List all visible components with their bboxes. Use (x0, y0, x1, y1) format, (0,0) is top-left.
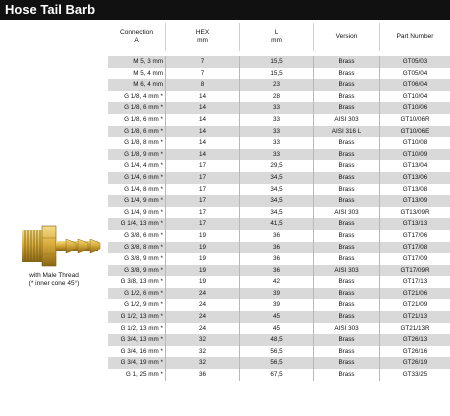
cell-l: 33 (239, 137, 313, 149)
cell-hex: 14 (165, 126, 239, 138)
table-row (108, 218, 450, 230)
cell-connection: G 1/4, 9 mm * (124, 197, 163, 205)
cell-part-number: GT17/09 (379, 253, 450, 265)
cell-l: 42 (239, 276, 313, 288)
cell-l: 33 (239, 114, 313, 126)
cell-hex: 24 (165, 288, 239, 300)
cell-version: AISI 303 (313, 323, 379, 335)
table-row (108, 299, 450, 311)
cell-hex: 17 (165, 207, 239, 219)
cell-connection: G 3/4, 16 mm * (120, 347, 163, 355)
cell-hex: 36 (165, 369, 239, 381)
cell-hex: 19 (165, 276, 239, 288)
cell-version: Brass (313, 253, 379, 265)
cell-connection: G 1/2, 13 mm * (120, 313, 163, 321)
cell-part-number: GT26/16 (379, 346, 450, 358)
table-row (108, 56, 450, 68)
cell-part-number: GT06/04 (379, 79, 450, 91)
table-row (108, 126, 450, 138)
cell-connection: G 3/4, 13 mm * (120, 336, 163, 344)
cell-hex: 19 (165, 253, 239, 265)
cell-connection: G 1, 25 mm * (125, 371, 163, 379)
table-row (108, 253, 450, 265)
table-row (108, 91, 450, 103)
cell-version: Brass (313, 299, 379, 311)
cell-part-number: GT10/06 (379, 102, 450, 114)
cell-connection: M 5, 4 mm (133, 69, 163, 77)
cell-connection: G 1/8, 9 mm * (124, 150, 163, 158)
cell-version: Brass (313, 56, 379, 68)
table-row (108, 242, 450, 254)
cell-version: Brass (313, 334, 379, 346)
cell-part-number: GT13/06 (379, 172, 450, 184)
table-row (108, 160, 450, 172)
cell-hex: 7 (165, 68, 239, 80)
caption-line-2: (* inner cone 45°) (28, 280, 80, 287)
cell-hex: 14 (165, 149, 239, 161)
cell-version: Brass (313, 149, 379, 161)
cell-hex: 8 (165, 79, 239, 91)
cell-l: 15,5 (239, 68, 313, 80)
cell-version: Brass (313, 346, 379, 358)
cell-l: 39 (239, 299, 313, 311)
cell-hex: 17 (165, 160, 239, 172)
cell-l: 15,5 (239, 56, 313, 68)
table-row (108, 114, 450, 126)
cell-l: 45 (239, 323, 313, 335)
cell-version: Brass (313, 311, 379, 323)
table-row (108, 79, 450, 91)
table-header (108, 23, 450, 51)
cell-l: 33 (239, 149, 313, 161)
table-row (108, 288, 450, 300)
cell-hex: 24 (165, 299, 239, 311)
cell-part-number: GT17/13 (379, 276, 450, 288)
caption-line-1: with Male Thread (29, 272, 79, 279)
cell-part-number: GT17/08 (379, 242, 450, 254)
cell-part-number: GT10/06E (379, 126, 450, 138)
table-row (108, 230, 450, 242)
cell-connection: G 1/4, 6 mm * (124, 173, 163, 181)
cell-hex: 32 (165, 346, 239, 358)
table-row (108, 184, 450, 196)
cell-l: 34,5 (239, 184, 313, 196)
cell-hex: 14 (165, 114, 239, 126)
cell-version: Brass (313, 184, 379, 196)
cell-version: AISI 303 (313, 207, 379, 219)
table-row (108, 369, 450, 381)
cell-version: AISI 303 (313, 114, 379, 126)
table-row (108, 334, 450, 346)
cell-l: 36 (239, 253, 313, 265)
header-connection: Connection A (120, 29, 153, 44)
cell-l: 56,5 (239, 346, 313, 358)
cell-hex: 32 (165, 357, 239, 369)
cell-hex: 17 (165, 172, 239, 184)
cell-part-number: GT26/19 (379, 357, 450, 369)
cell-connection: G 3/8, 9 mm * (124, 255, 163, 263)
cell-connection: M 6, 4 mm (133, 81, 163, 89)
cell-hex: 24 (165, 323, 239, 335)
cell-version: AISI 316 L (313, 126, 379, 138)
cell-part-number: GT10/09 (379, 149, 450, 161)
cell-connection: G 1/8, 6 mm * (124, 127, 163, 135)
table-row (108, 137, 450, 149)
cell-part-number: GT21/06 (379, 288, 450, 300)
table-row (108, 276, 450, 288)
cell-version: Brass (313, 242, 379, 254)
cell-connection: M 5, 3 mm (133, 58, 163, 65)
cell-hex: 17 (165, 184, 239, 196)
cell-hex: 19 (165, 242, 239, 254)
cell-connection: G 3/8, 13 mm * (120, 278, 163, 286)
cell-version: Brass (313, 218, 379, 230)
cell-hex: 19 (165, 230, 239, 242)
table-row (108, 346, 450, 358)
cell-version: Brass (313, 137, 379, 149)
cell-connection: G 3/8, 6 mm * (124, 231, 163, 239)
cell-connection: G 3/8, 9 mm * (124, 266, 163, 274)
cell-connection: G 1/8, 8 mm * (124, 139, 163, 147)
cell-part-number: GT21/09 (379, 299, 450, 311)
table-row (108, 102, 450, 114)
cell-hex: 17 (165, 195, 239, 207)
cell-connection: G 1/2, 6 mm * (124, 289, 163, 297)
table-row (108, 68, 450, 80)
header-version: Version (313, 23, 379, 51)
cell-version: Brass (313, 79, 379, 91)
cell-l: 33 (239, 126, 313, 138)
cell-part-number: GT21/13R (379, 323, 450, 335)
cell-version: Brass (313, 195, 379, 207)
cell-hex: 19 (165, 265, 239, 277)
table-row (108, 357, 450, 369)
cell-version: Brass (313, 288, 379, 300)
cell-connection: G 1/8, 6 mm * (124, 115, 163, 123)
cell-part-number: GT10/04 (379, 91, 450, 103)
cell-l: 33 (239, 102, 313, 114)
table-row (108, 172, 450, 184)
table-row (108, 311, 450, 323)
cell-version: Brass (313, 68, 379, 80)
cell-l: 34,5 (239, 195, 313, 207)
cell-l: 41,5 (239, 218, 313, 230)
cell-connection: G 1/8, 6 mm * (124, 104, 163, 112)
table-row (108, 195, 450, 207)
cell-connection: G 1/8, 4 mm * (124, 92, 163, 100)
cell-version: Brass (313, 230, 379, 242)
cell-part-number: GT33/25 (379, 369, 450, 381)
cell-connection: G 1/4, 8 mm * (124, 185, 163, 193)
cell-l: 36 (239, 242, 313, 254)
cell-l: 56,5 (239, 357, 313, 369)
cell-l: 29,5 (239, 160, 313, 172)
table-row (108, 323, 450, 335)
cell-connection: G 3/8, 8 mm * (124, 243, 163, 251)
cell-hex: 14 (165, 91, 239, 103)
cell-l: 48,5 (239, 334, 313, 346)
cell-l: 39 (239, 288, 313, 300)
hose-barb-fitting-image (18, 216, 102, 276)
cell-connection: G 1/4, 9 mm * (124, 208, 163, 216)
cell-connection: G 1/2, 13 mm * (120, 324, 163, 332)
cell-version: Brass (313, 172, 379, 184)
cell-l: 34,5 (239, 172, 313, 184)
cell-connection: G 1/4, 13 mm * (120, 220, 163, 228)
cell-hex: 7 (165, 56, 239, 68)
cell-part-number: GT17/09R (379, 265, 450, 277)
cell-part-number: GT13/04 (379, 160, 450, 172)
cell-hex: 17 (165, 218, 239, 230)
cell-l: 34,5 (239, 207, 313, 219)
cell-part-number: GT21/13 (379, 311, 450, 323)
cell-connection: G 1/2, 9 mm * (124, 301, 163, 309)
cell-connection: G 3/4, 19 mm * (120, 359, 163, 367)
cell-part-number: GT26/13 (379, 334, 450, 346)
cell-version: AISI 303 (313, 265, 379, 277)
header-l: L mm (239, 23, 313, 51)
cell-version: Brass (313, 160, 379, 172)
cell-version: Brass (313, 91, 379, 103)
cell-hex: 14 (165, 137, 239, 149)
cell-part-number: GT13/08 (379, 184, 450, 196)
cell-l: 36 (239, 265, 313, 277)
cell-hex: 24 (165, 311, 239, 323)
product-caption (0, 272, 108, 288)
cell-part-number: GT13/09 (379, 195, 450, 207)
cell-connection: G 1/4, 4 mm * (124, 162, 163, 170)
cell-l: 67,5 (239, 369, 313, 381)
cell-hex: 14 (165, 102, 239, 114)
product-panel (0, 50, 108, 416)
cell-hex: 32 (165, 334, 239, 346)
cell-l: 36 (239, 230, 313, 242)
cell-version: Brass (313, 369, 379, 381)
cell-l: 23 (239, 79, 313, 91)
table-row (108, 207, 450, 219)
cell-l: 45 (239, 311, 313, 323)
page-title: Hose Tail Barb (0, 0, 450, 20)
cell-part-number: GT17/06 (379, 230, 450, 242)
cell-part-number: GT05/03 (379, 56, 450, 68)
cell-part-number: GT05/04 (379, 68, 450, 80)
cell-version: Brass (313, 357, 379, 369)
header-hex: HEX mm (165, 23, 239, 51)
table-body (108, 56, 450, 381)
cell-version: Brass (313, 276, 379, 288)
cell-part-number: GT10/08 (379, 137, 450, 149)
cell-part-number: GT13/13 (379, 218, 450, 230)
header-part-number: Part Number (379, 23, 450, 51)
cell-l: 28 (239, 91, 313, 103)
cell-version: Brass (313, 102, 379, 114)
cell-part-number: GT10/06R (379, 114, 450, 126)
cell-part-number: GT13/09R (379, 207, 450, 219)
table-row (108, 265, 450, 277)
table-row (108, 149, 450, 161)
